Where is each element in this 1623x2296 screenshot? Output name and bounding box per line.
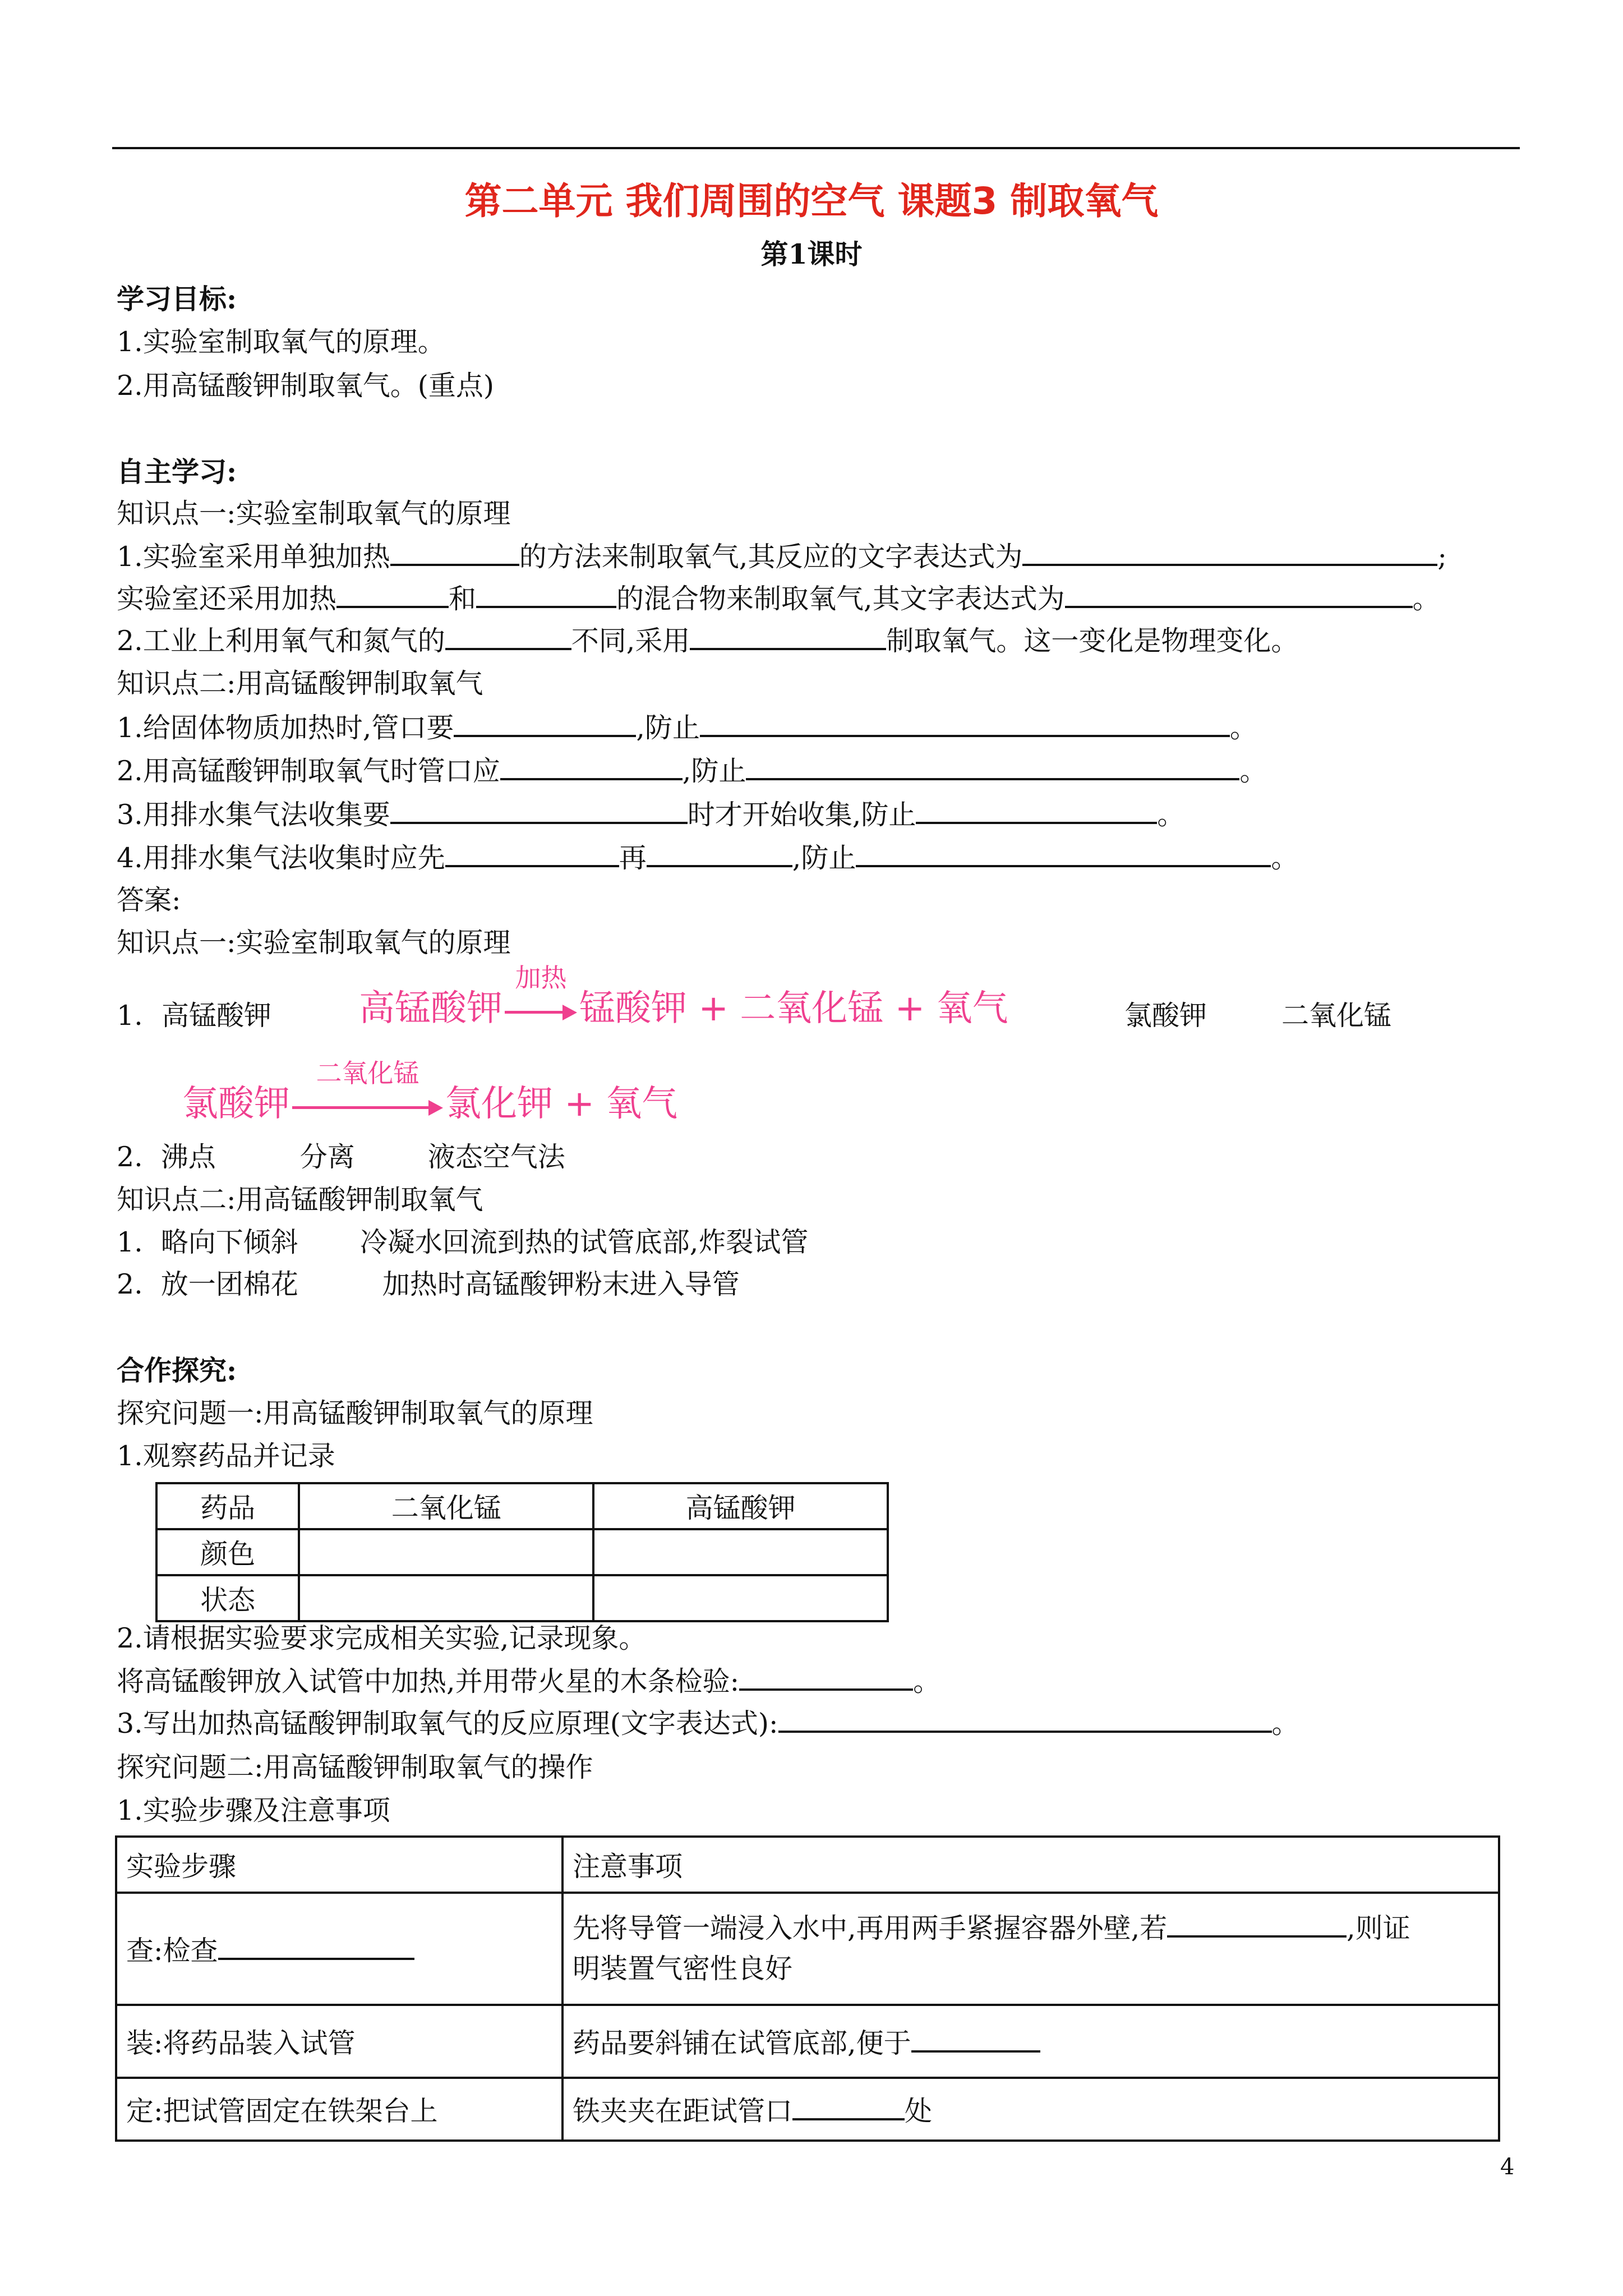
blank[interactable] [476,581,616,608]
lesson-subtitle: 第1课时 [760,238,863,270]
answer-1-extra: 氯酸钾 [1124,1000,1207,1032]
table-cell[interactable] [593,1529,888,1575]
blank[interactable] [856,840,1271,867]
answer-1-label: 1. [117,1000,143,1032]
blank[interactable] [911,2026,1040,2053]
blank[interactable] [390,539,519,566]
answer-b2: 2. 放一团棉花 加热时高锰酸钾粉末进入导管 [117,1268,740,1300]
table-cell[interactable] [299,1529,593,1575]
blank[interactable] [647,840,792,867]
blank[interactable] [445,840,619,867]
explore-problem-1: 探究问题一:用高锰酸钾制取氧气的原理 [117,1397,593,1429]
blank[interactable] [390,797,688,824]
question-3: 1.给固体物质加热时,管口要 ,防止 。 [117,710,1257,747]
top-rule [112,147,1520,149]
goal-item: 1.实验室制取氧气的原理。 [117,326,445,358]
question-4: 2.用高锰酸钾制取氧气时管口应 ,防止 。 [117,753,1267,790]
answers-heading: 答案: [117,884,181,916]
table-row: 先将导管一端浸入水中,再用两手紧握容器外壁,若 ,则证 明装置气密性良好 [562,1893,1499,2005]
answers-kp2: 知识点二:用高锰酸钾制取氧气 [117,1184,483,1216]
answer-2: 2. 沸点 分离 液态空气法 [117,1141,565,1173]
answers-kp1: 知识点一:实验室制取氧气的原理 [117,927,511,959]
table-row: 定:把试管固定在铁架台上 [116,2078,562,2141]
blank[interactable] [778,1706,1272,1733]
procedure-table [115,1835,1500,2142]
table-row: 铁夹夹在距试管口 处 [562,2078,1499,2141]
blank[interactable] [739,1664,913,1691]
blank[interactable] [445,623,571,650]
explore-p2-q1: 1.实验步骤及注意事项 [117,1795,390,1826]
answer-1-extra: 二氧化锰 [1281,1000,1392,1032]
blank[interactable] [454,710,636,737]
explore-heading: 合作探究: [117,1354,237,1387]
table-row-label: 状态 [156,1575,299,1621]
table-header-cell: 二氧化锰 [299,1483,593,1529]
answer-1-word: 高锰酸钾 [162,1000,272,1032]
table-cell[interactable] [593,1575,888,1621]
page-title: 第二单元 我们周围的空气 课题3 制取氧气 [464,180,1159,223]
self-study-heading: 自主学习: [117,455,237,488]
table-header-cell: 注意事项 [562,1837,1499,1893]
knowledge-point-1: 知识点一:实验室制取氧气的原理 [117,498,511,530]
table-header-cell: 高锰酸钾 [593,1483,888,1529]
explore-problem-2: 探究问题二:用高锰酸钾制取氧气的操作 [117,1751,593,1783]
blank[interactable] [916,797,1157,824]
page-number: 4 [1500,2154,1515,2180]
question-2: 2.工业上利用氧气和氮气的 不同,采用 制取氧气。这一变化是物理变化。 [117,623,1298,660]
blank[interactable] [1022,539,1437,566]
blank[interactable] [1065,581,1413,608]
equation-kclo3: 氯酸钾 二氧化锰 氯化钾 + 氧气 [182,1058,678,1125]
table-header-cell: 实验步骤 [116,1837,562,1893]
observation-table [155,1482,889,1622]
goals-heading: 学习目标: [117,283,237,315]
question-1b: 实验室还采用加热 和 的混合物来制取氧气,其文字表达式为 。 [117,581,1440,618]
question-6: 4.用排水集气法收集时应先 再 ,防止 。 [117,840,1298,877]
explore-p1-q2: 2.请根据实验要求完成相关实验,记录现象。 [117,1622,647,1654]
goal-item: 2.用高锰酸钾制取氧气。(重点) [117,370,494,402]
explore-p1-q3: 3.写出加热高锰酸钾制取氧气的反应原理(文字表达式): 。 [117,1705,1299,1742]
explore-p1-q2b: 将高锰酸钾放入试管中加热,并用带火星的木条检验: 。 [117,1663,940,1700]
blank[interactable] [1167,1911,1347,1938]
table-cell[interactable] [299,1575,593,1621]
knowledge-point-2: 知识点二:用高锰酸钾制取氧气 [117,668,483,700]
blank[interactable] [500,753,683,780]
question-1a: 1.实验室采用单独加热 的方法来制取氧气,其反应的文字表达式为 ; [117,539,1447,576]
answer-b1: 1. 略向下倾斜 冷凝水回流到热的试管底部,炸裂试管 [117,1226,809,1258]
blank[interactable] [336,581,449,608]
table-header-cell: 药品 [156,1483,299,1529]
question-5: 3.用排水集气法收集要 时才开始收集,防止 。 [117,797,1184,834]
table-row: 装:将药品装入试管 [116,2005,562,2078]
blank[interactable] [218,1933,414,1960]
table-row: 查:检查 [116,1893,562,2005]
table-row-label: 颜色 [156,1529,299,1575]
explore-p1-q1: 1.观察药品并记录 [117,1440,335,1472]
blank[interactable] [792,2093,905,2120]
blank[interactable] [700,710,1230,737]
blank[interactable] [746,753,1239,780]
table-row: 药品要斜铺在试管底部,便于 [562,2005,1499,2078]
blank[interactable] [690,623,886,650]
equation-kmno4: 高锰酸钾 加热 锰酸钾 + 二氧化锰 + 氧气 [359,963,1008,1029]
